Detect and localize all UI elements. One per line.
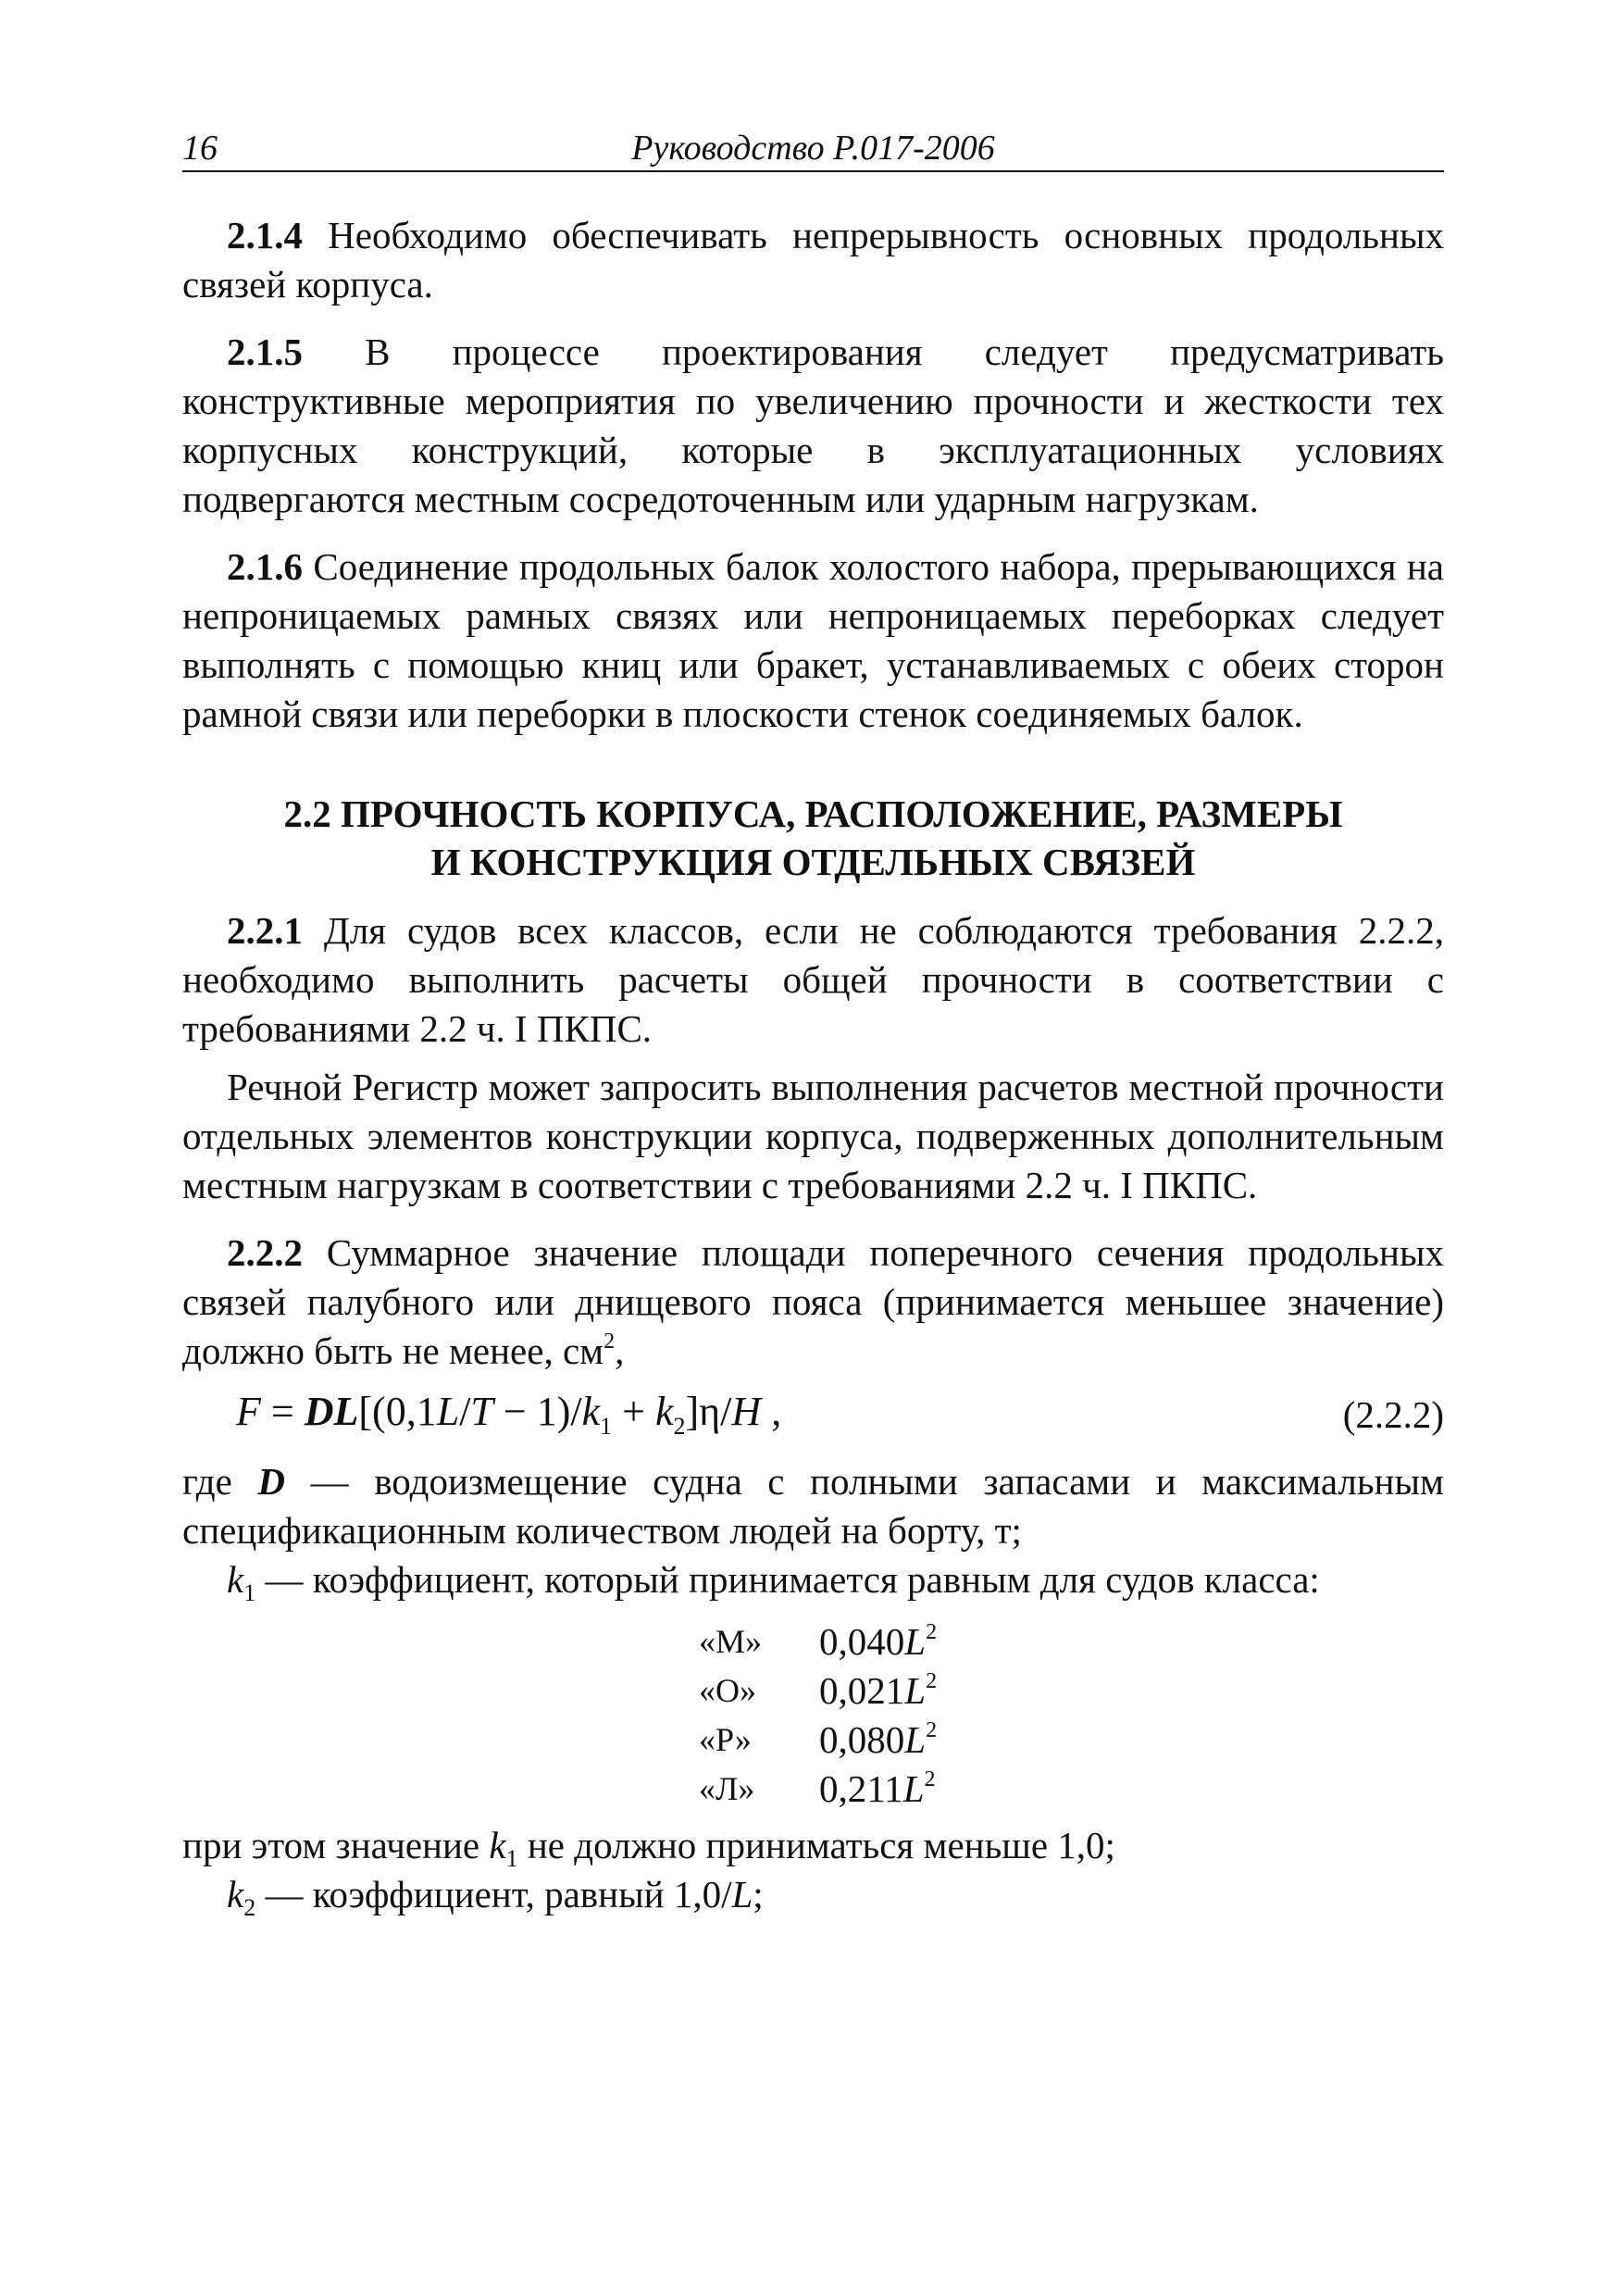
section-heading [182,790,1444,886]
definition-k1 [182,1555,1444,1607]
clause-2-2-1-continuation: Речной Регистр может запросить выполнения расчетов местной прочности отдельных элементов конструкции корпуса, подверженных дополнительным местным нагрузкам в соответствии с требованиями 2.2 ч. I ПКПС. [182,1066,1444,1206]
clause-text: Суммарное значение площади поперечного сечения продольных связей палубного или днищевого пояса (принимается меньшее значение) должно быть не менее, см [182,1231,1444,1372]
class-value: $0,211L^2$ [819,1767,936,1810]
class-value: $0,021L^2$ [819,1669,938,1712]
definition-symbol: k [227,1873,244,1915]
definition-symbol: k [227,1558,244,1601]
formula-operator: − 1)/ [492,1389,582,1434]
formula-symbol: L [333,1389,359,1434]
clause-2-1-4 [182,211,1444,309]
clause-2-1-5 [182,328,1444,524]
definition-subscript: 2 [243,1894,256,1922]
formula-subscript: 1 [600,1412,613,1440]
formula-symbol: T [470,1389,493,1434]
note-text: при этом значение [182,1824,490,1866]
definition-text: ; [753,1873,764,1915]
formula-symbol: F [236,1389,261,1434]
definition-text: — водоизмещение судна с полными запасами и максимальным спецификационным количеством людей на борту, т; [182,1460,1444,1552]
note-text: не должно приниматься меньше 1,0; [517,1824,1115,1866]
definition-symbol: L [731,1873,753,1915]
formula-operator: = [260,1389,305,1434]
definition-subscript: 1 [505,1845,518,1873]
vessel-class-table [182,1617,1444,1814]
clause-number: 2.1.4 [227,214,303,256]
formula-symbol: L [436,1389,460,1434]
formula-subscript: 2 [673,1412,686,1440]
class-label: «Л» [699,1770,755,1807]
page-number: 16 [182,129,218,168]
k1-minimum-note [182,1821,1444,1873]
clause-number: 2.2.2 [227,1231,303,1274]
definition-k2 [182,1870,1444,1922]
table-row [699,1666,1444,1716]
class-label: «М» [699,1623,763,1660]
formula-symbol: D [304,1389,334,1434]
class-value: $0,080L^2$ [819,1718,938,1761]
definition-D [182,1457,1444,1555]
clause-text: Для судов всех классов, если не соблюдаются требования 2.2.2, необходимо выполнить расчеты общей прочности в соответствии с требованиями 2.2 ч. I ПКПС. [182,909,1444,1050]
section-heading-line-2: И КОНСТРУКЦИЯ ОТДЕЛЬНЫХ СВЯЗЕЙ [430,841,1196,883]
formula-operator: + [612,1389,655,1434]
clause-text-end: , [615,1329,625,1372]
table-row [699,1617,1444,1666]
formula-coefficient: 0,1 [385,1389,437,1434]
where-word: где [182,1460,258,1503]
formula-operator: / [720,1389,732,1434]
page-body [182,211,1444,1922]
clause-number: 2.1.6 [227,545,303,588]
running-title: Руководство Р.017-2006 [631,129,995,168]
clause-2-2-1 [182,906,1444,1054]
clause-2-1-6 [182,543,1444,739]
clause-number: 2.2.1 [227,909,303,952]
formula-number: (2.2.2) [1342,1393,1444,1436]
definition-subscript: 1 [243,1579,256,1607]
definition-text: — коэффициент, равный 1,0/ [255,1873,732,1915]
section-heading-line-1: 2.2 ПРОЧНОСТЬ КОРПУСА, РАСПОЛОЖЕНИЕ, РАЗМЕРЫ [283,792,1343,835]
formula-symbol: H [731,1389,762,1434]
formula-operator: / [459,1389,471,1434]
clause-number: 2.1.5 [227,331,303,373]
formula-bracket: [( [358,1389,386,1434]
definition-text: — коэффициент, который принимается равным для судов класса: [255,1558,1320,1601]
clause-text: Необходимо обеспечивать непрерывность основных продольных связей корпуса. [182,214,1444,306]
formula-symbol: η [699,1389,721,1434]
formula-2-2-2 [182,1381,1444,1448]
formula-punctuation: , [761,1389,782,1434]
definition-symbol: D [257,1460,286,1503]
table-row [699,1765,1444,1814]
clause-2-2-2 [182,1229,1444,1376]
class-label: «Р» [699,1721,752,1758]
clause-text: Соединение продольных балок холостого набора, прерывающихся на непроницаемых рамных связях или непроницаемых переборках следует выполнять с помощью книц или бракет, устанавливаемых с обеих сторон рамной связи или переборки в плоскости стенок соединяемых балок. [182,545,1444,735]
formula-expression [236,1387,782,1440]
class-value: $0,040L^2$ [819,1620,938,1663]
formula-symbol: k [654,1389,674,1434]
formula-bracket: ] [685,1389,700,1434]
formula-symbol: k [581,1389,601,1434]
class-label: «О» [699,1672,756,1709]
page-header [182,128,1444,172]
unit-exponent: 2 [604,1329,616,1354]
definition-symbol: k [489,1824,506,1866]
table-row [699,1716,1444,1765]
clause-text: В процессе проектирования следует предусматривать конструктивные мероприятия по увеличению прочности и жесткости тех корпусных конструкций, которые в эксплуатационных условиях подвергаются местным сосредоточенным или ударным нагрузкам. [182,331,1444,520]
